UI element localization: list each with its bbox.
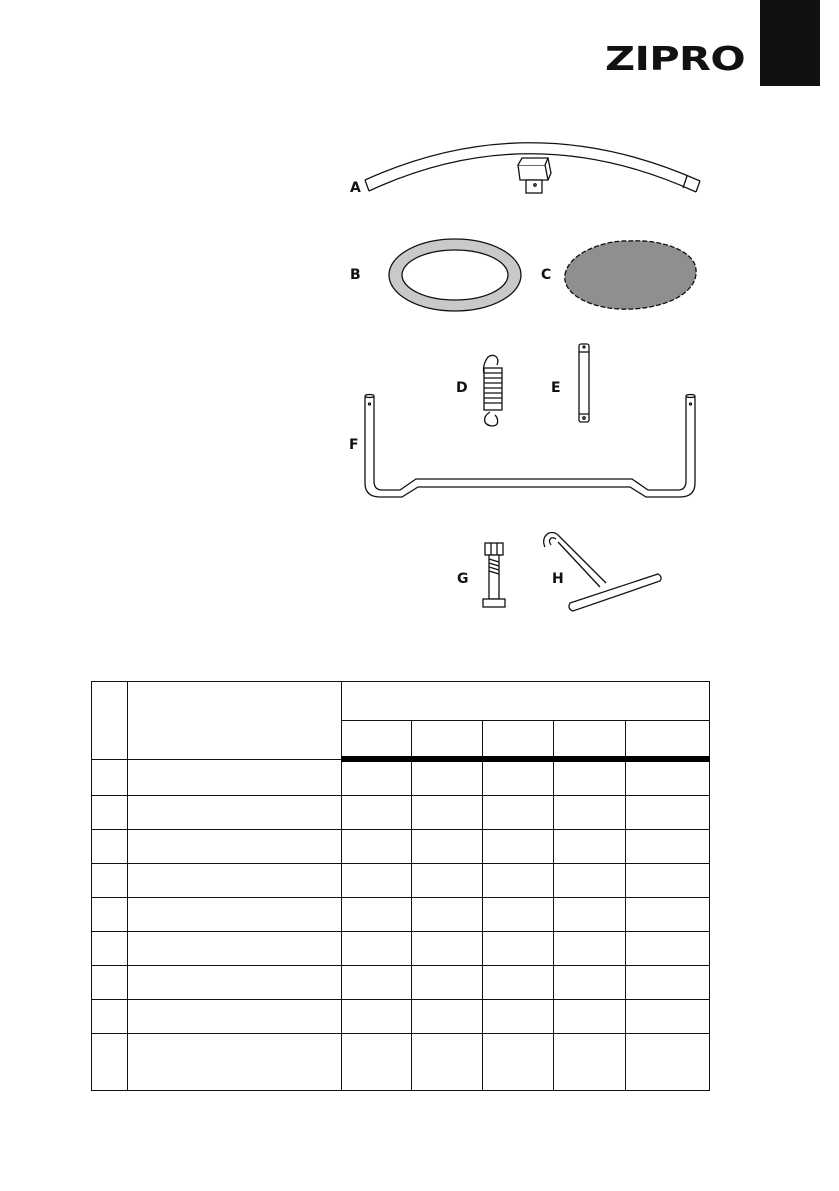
part-b-padding-ring (389, 239, 521, 311)
table-cell (554, 864, 626, 898)
table-cell (92, 759, 128, 796)
subheader-cell (483, 721, 554, 760)
subheader-cell (342, 721, 412, 760)
table-cell (483, 966, 554, 1000)
table-cell (92, 864, 128, 898)
table-cell (626, 898, 710, 932)
part-label-b: B (350, 267, 361, 283)
table-row (92, 898, 710, 932)
table-row (92, 830, 710, 864)
part-e-connector-tube (579, 344, 589, 422)
table-cell (626, 966, 710, 1000)
table-cell (626, 864, 710, 898)
table-cell (128, 759, 342, 796)
table-cell (342, 830, 412, 864)
table-cell (92, 830, 128, 864)
table-cell (483, 759, 554, 796)
table-row (92, 864, 710, 898)
parts-drawing (330, 125, 730, 625)
table-cell (128, 864, 342, 898)
subheader-cell (412, 721, 483, 760)
part-label-a: A (350, 180, 361, 196)
table-cell (128, 966, 342, 1000)
table-cell (342, 966, 412, 1000)
part-label-h: H (552, 571, 564, 587)
header-cell-no (92, 682, 128, 760)
part-g-bolt (483, 543, 505, 607)
table-cell (128, 932, 342, 966)
table-cell (412, 932, 483, 966)
table-cell (483, 864, 554, 898)
table-cell (92, 1034, 128, 1091)
table-cell (626, 932, 710, 966)
table-cell (412, 796, 483, 830)
table-cell (626, 759, 710, 796)
table-cell (92, 966, 128, 1000)
header-cell-group (342, 682, 710, 721)
part-label-d: D (456, 380, 468, 396)
part-label-f: F (349, 437, 359, 453)
parts-table (91, 681, 710, 1091)
table-cell (483, 932, 554, 966)
table-cell (626, 796, 710, 830)
table-cell (92, 796, 128, 830)
table-cell (342, 1034, 412, 1091)
table-cell (342, 864, 412, 898)
table-cell (128, 898, 342, 932)
table-cell (554, 830, 626, 864)
part-label-g: G (457, 571, 469, 587)
table-cell (412, 898, 483, 932)
table-cell (128, 1000, 342, 1034)
table-header-row (92, 682, 710, 721)
table-cell (92, 932, 128, 966)
table-cell (128, 796, 342, 830)
subheader-cell (554, 721, 626, 760)
parts-illustration (330, 125, 730, 625)
table-cell (412, 1034, 483, 1091)
table-cell (554, 1000, 626, 1034)
table-cell (412, 966, 483, 1000)
section-tab (760, 0, 820, 86)
table-row (92, 1034, 710, 1091)
table-row (92, 759, 710, 796)
table-row (92, 966, 710, 1000)
svg-text:ZIPRO: ZIPRO (605, 40, 745, 74)
part-c-jumping-mat (565, 241, 696, 309)
table-cell (342, 898, 412, 932)
table-cell (554, 966, 626, 1000)
part-f-leg (365, 395, 695, 498)
subheader-cell (626, 721, 710, 760)
zipro-logo (605, 40, 745, 74)
table-cell (626, 1000, 710, 1034)
table-cell (342, 1000, 412, 1034)
part-label-c: C (541, 267, 552, 283)
table-cell (483, 898, 554, 932)
table-cell (554, 898, 626, 932)
table-cell (92, 1000, 128, 1034)
table-cell (554, 1034, 626, 1091)
table-cell (483, 796, 554, 830)
part-label-e: E (551, 380, 561, 396)
table-cell (554, 759, 626, 796)
table-cell (554, 796, 626, 830)
part-a-joint (518, 158, 551, 193)
table-cell (554, 932, 626, 966)
table-row (92, 1000, 710, 1034)
table-cell (483, 830, 554, 864)
table-cell (92, 898, 128, 932)
header-cell-description (128, 682, 342, 760)
part-d-spring (484, 355, 503, 426)
table-cell (342, 759, 412, 796)
table-cell (483, 1000, 554, 1034)
table-cell (412, 759, 483, 796)
table-cell (128, 1034, 342, 1091)
table-cell (412, 830, 483, 864)
table-cell (342, 796, 412, 830)
table-cell (626, 1034, 710, 1091)
table-row (92, 796, 710, 830)
table-cell (412, 864, 483, 898)
table-cell (342, 932, 412, 966)
table-row (92, 932, 710, 966)
table-cell (128, 830, 342, 864)
table-cell (412, 1000, 483, 1034)
table-cell (626, 830, 710, 864)
table-cell (483, 1034, 554, 1091)
